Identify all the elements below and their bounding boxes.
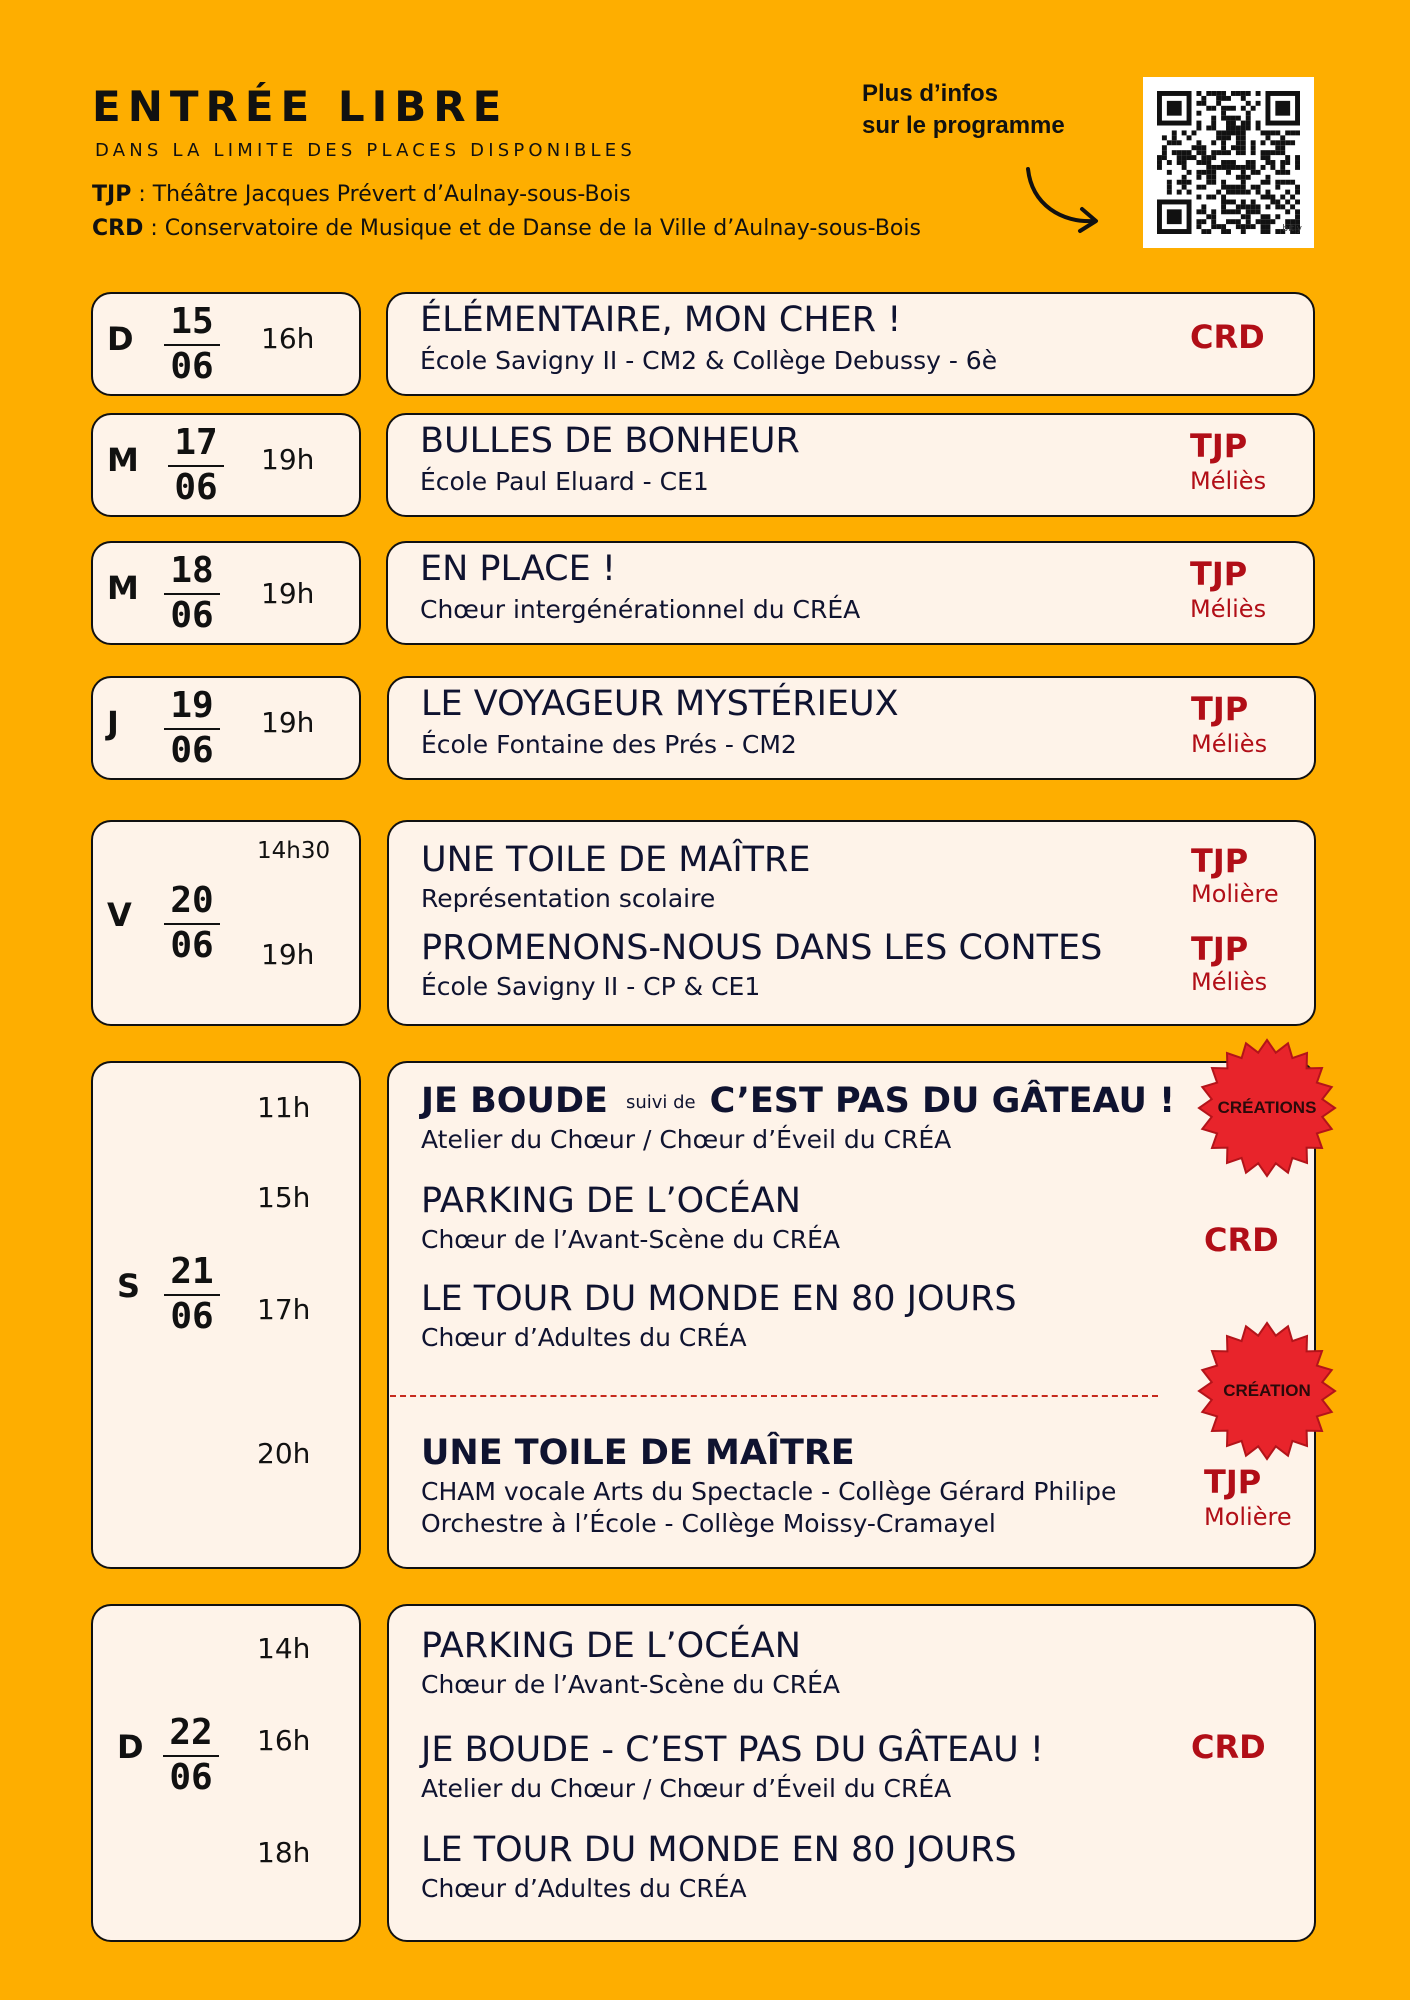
date-month: 06 bbox=[170, 346, 214, 387]
event-time: 19h bbox=[261, 577, 315, 610]
date-number bbox=[163, 1712, 219, 1799]
event-time: 14h bbox=[257, 1632, 311, 1665]
date-day: D bbox=[107, 320, 134, 358]
date-number bbox=[164, 1251, 220, 1338]
event-place: Méliès bbox=[1190, 467, 1267, 495]
date-box-19-06 bbox=[91, 676, 361, 780]
event-title: BULLES DE BONHEUR bbox=[420, 421, 800, 461]
event-box-22-06 bbox=[387, 1604, 1316, 1942]
event-title: PARKING DE L’OCÉAN bbox=[421, 1626, 801, 1666]
event-place: Méliès bbox=[1191, 730, 1268, 758]
event-place: Molière bbox=[1191, 880, 1279, 908]
date-day: D bbox=[117, 1728, 144, 1766]
event-subtitle: Chœur d’Adultes du CRÉA bbox=[421, 1874, 747, 1903]
date-day-number: 17 bbox=[168, 422, 224, 467]
event-time: 11h bbox=[257, 1091, 311, 1124]
date-month: 06 bbox=[169, 1757, 213, 1798]
event-place: Méliès bbox=[1190, 595, 1267, 623]
date-month: 06 bbox=[170, 1296, 214, 1337]
event-time: 20h bbox=[257, 1437, 311, 1470]
qr-brand: bitly bbox=[1282, 224, 1302, 234]
legend-tjp bbox=[92, 182, 631, 207]
event-title-joiner: suivi de bbox=[625, 1091, 696, 1113]
event-subtitle: Chœur intergénérationnel du CRÉA bbox=[420, 595, 861, 624]
date-day: M bbox=[107, 441, 139, 479]
page-title: ENTRÉE LIBRE bbox=[92, 82, 509, 131]
date-box-18-06 bbox=[91, 541, 361, 645]
event-venue: CRD bbox=[1191, 1728, 1266, 1766]
event-time: 17h bbox=[257, 1293, 311, 1326]
date-number bbox=[164, 685, 220, 772]
curved-arrow-icon bbox=[1022, 165, 1104, 237]
event-title-part: C’EST PAS DU GÂTEAU ! bbox=[709, 1081, 1176, 1121]
event-place: Méliès bbox=[1191, 968, 1268, 996]
event-title: PROMENONS-NOUS DANS LES CONTES bbox=[421, 928, 1103, 968]
event-venue: TJP bbox=[1204, 1463, 1262, 1501]
date-day-number: 19 bbox=[164, 685, 220, 730]
event-venue: CRD bbox=[1204, 1221, 1279, 1259]
event-time: 15h bbox=[257, 1181, 311, 1214]
event-time: 16h bbox=[261, 322, 315, 355]
event-title: JE BOUDE - C’EST PAS DU GÂTEAU ! bbox=[421, 1730, 1044, 1770]
event-box-15-06 bbox=[386, 292, 1315, 396]
event-subtitle: Représentation scolaire bbox=[421, 884, 716, 913]
date-month: 06 bbox=[170, 730, 214, 771]
event-subtitle: Atelier du Chœur / Chœur d’Éveil du CRÉA bbox=[421, 1774, 952, 1803]
event-title: UNE TOILE DE MAÎTRE bbox=[421, 840, 811, 880]
event-time: 18h bbox=[257, 1836, 311, 1869]
event-title: EN PLACE ! bbox=[420, 549, 616, 589]
event-time: 16h bbox=[257, 1724, 311, 1757]
event-venue: TJP bbox=[1191, 930, 1249, 968]
event-time: 14h30 bbox=[257, 838, 331, 864]
event-box-18-06 bbox=[386, 541, 1315, 645]
event-venue: TJP bbox=[1191, 842, 1249, 880]
date-day-number: 22 bbox=[163, 1712, 219, 1757]
date-number bbox=[164, 301, 220, 388]
date-month: 06 bbox=[174, 467, 218, 508]
date-number bbox=[164, 880, 220, 967]
event-venue: TJP bbox=[1191, 690, 1249, 728]
event-title: LE TOUR DU MONDE EN 80 JOURS bbox=[421, 1830, 1017, 1870]
legend-abbr: TJP bbox=[92, 182, 132, 207]
event-place: Molière bbox=[1204, 1503, 1292, 1531]
legend-crd bbox=[92, 216, 921, 241]
event-subtitle: École Savigny II - CP & CE1 bbox=[421, 972, 761, 1001]
more-info-line: Plus d’infos bbox=[862, 80, 999, 107]
qr-code-icon bbox=[1157, 91, 1300, 234]
dashed-divider bbox=[390, 1395, 1158, 1397]
date-day-number: 20 bbox=[164, 880, 220, 925]
event-box-19-06 bbox=[387, 676, 1316, 780]
date-box-22-06 bbox=[91, 1604, 361, 1942]
event-subtitle: Chœur de l’Avant-Scène du CRÉA bbox=[421, 1225, 841, 1254]
date-day: V bbox=[107, 896, 132, 934]
event-title bbox=[421, 1081, 1175, 1121]
event-title: PARKING DE L’OCÉAN bbox=[421, 1181, 801, 1221]
legend-abbr: CRD bbox=[92, 216, 144, 241]
date-day-number: 21 bbox=[164, 1251, 220, 1296]
date-box-20-06 bbox=[91, 820, 361, 1026]
event-time: 19h bbox=[261, 443, 315, 476]
event-venue: TJP bbox=[1190, 427, 1248, 465]
event-time: 19h bbox=[261, 706, 315, 739]
date-box-17-06 bbox=[91, 413, 361, 517]
page-subtitle: DANS LA LIMITE DES PLACES DISPONIBLES bbox=[95, 140, 636, 161]
event-venue: TJP bbox=[1190, 555, 1248, 593]
event-title-part: JE BOUDE bbox=[421, 1081, 608, 1121]
date-box-21-06 bbox=[91, 1061, 361, 1569]
stamp-label: CRÉATIONS bbox=[1217, 1098, 1317, 1117]
event-subtitle: Chœur d’Adultes du CRÉA bbox=[421, 1323, 747, 1352]
date-box-15-06 bbox=[91, 292, 361, 396]
event-box-17-06 bbox=[386, 413, 1315, 517]
event-title: LE VOYAGEUR MYSTÉRIEUX bbox=[421, 684, 899, 724]
event-venue: CRD bbox=[1190, 318, 1265, 356]
creation-stamp bbox=[1197, 1321, 1337, 1461]
date-number bbox=[168, 422, 224, 509]
date-day: J bbox=[107, 704, 119, 742]
event-time: 19h bbox=[261, 938, 315, 971]
event-subtitle: École Savigny II - CM2 & Collège Debussy - 6è bbox=[420, 346, 998, 375]
date-number bbox=[164, 550, 220, 637]
date-day-number: 15 bbox=[164, 301, 220, 346]
event-box-20-06 bbox=[387, 820, 1316, 1026]
date-day: S bbox=[117, 1267, 141, 1305]
event-subtitle: CHAM vocale Arts du Spectacle - Collège Gérard Philipe bbox=[421, 1477, 1117, 1506]
qr-code[interactable] bbox=[1143, 77, 1314, 248]
date-month: 06 bbox=[170, 925, 214, 966]
creations-stamp bbox=[1197, 1038, 1337, 1178]
event-subtitle: École Fontaine des Prés - CM2 bbox=[421, 730, 797, 759]
event-title: LE TOUR DU MONDE EN 80 JOURS bbox=[421, 1279, 1017, 1319]
event-subtitle: Chœur de l’Avant-Scène du CRÉA bbox=[421, 1670, 841, 1699]
event-title: UNE TOILE DE MAÎTRE bbox=[421, 1433, 855, 1473]
legend-text: : Conservatoire de Musique et de Danse de la Ville d’Aulnay-sous-Bois bbox=[143, 216, 921, 241]
more-info-line: sur le programme bbox=[862, 112, 1065, 139]
event-subtitle: Atelier du Chœur / Chœur d’Éveil du CRÉA bbox=[421, 1125, 952, 1154]
legend-text: : Théâtre Jacques Prévert d’Aulnay-sous-Bois bbox=[131, 182, 631, 207]
event-box-21-06 bbox=[387, 1061, 1316, 1569]
date-day-number: 18 bbox=[164, 550, 220, 595]
date-month: 06 bbox=[170, 595, 214, 636]
date-day: M bbox=[107, 569, 139, 607]
event-subtitle: École Paul Eluard - CE1 bbox=[420, 467, 709, 496]
event-title: ÉLÉMENTAIRE, MON CHER ! bbox=[420, 300, 902, 340]
stamp-label: CRÉATION bbox=[1223, 1381, 1311, 1400]
more-info-text bbox=[862, 78, 1065, 142]
event-subtitle: Orchestre à l’École - Collège Moissy-Cramayel bbox=[421, 1509, 996, 1538]
